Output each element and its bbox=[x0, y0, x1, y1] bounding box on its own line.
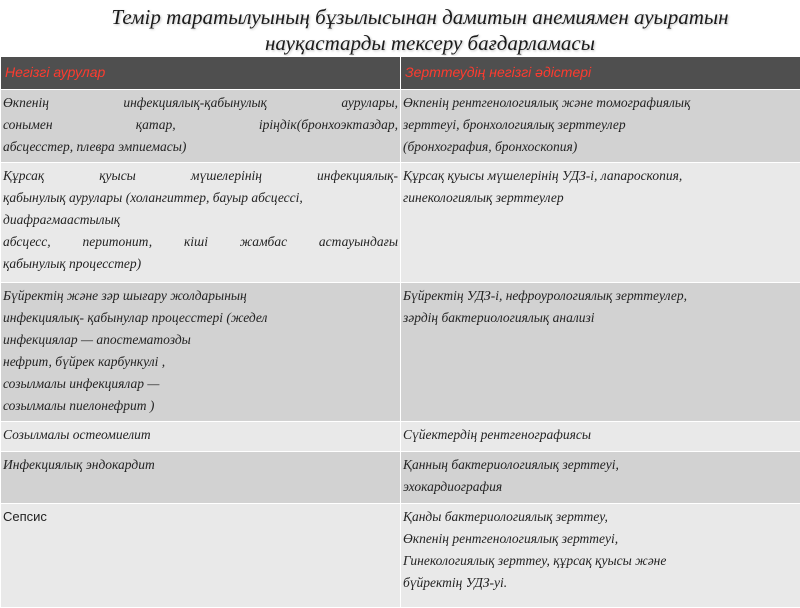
table-header-row bbox=[1, 57, 800, 90]
cell-line: Инфекциялық эндокардит bbox=[3, 454, 398, 476]
cell-line: гинекологиялық зерттеулер bbox=[403, 187, 798, 209]
disease-cell bbox=[1, 504, 401, 608]
cell-line: Қанды бактериологиялық зерттеу, bbox=[403, 506, 798, 528]
cell-line: диафрагмаастылық bbox=[3, 209, 398, 231]
cell-line: инфекциялар — апостематозды bbox=[3, 329, 398, 351]
cell-line: Гинекологиялық зерттеу, құрсақ қуысы және bbox=[403, 550, 798, 572]
cell-line: Созылмалы остеомиелит bbox=[3, 424, 398, 446]
table-row bbox=[1, 422, 800, 452]
methods-cell bbox=[401, 90, 800, 163]
title-line-1: Темір таратылуының бұзылысынан дамитын анемиямен ауыратын bbox=[60, 4, 780, 30]
cell-line: абсцесстер, плевра эмпиемасы) bbox=[3, 136, 398, 158]
cell-line: нефрит, бүйрек карбункулі , bbox=[3, 351, 398, 373]
methods-cell bbox=[401, 504, 800, 608]
cell-line: Өкпенің инфекциялық-қабынулық аурулары, bbox=[3, 92, 398, 114]
cell-line: Сепсис bbox=[3, 506, 398, 528]
methods-cell bbox=[401, 422, 800, 452]
cell-line: бүйректің УДЗ-уі. bbox=[403, 572, 798, 594]
cell-line: қабынулық процесстер) bbox=[3, 253, 398, 275]
cell-line: сонымен қатар, іріңдік(бронхоэктаздар, bbox=[3, 114, 398, 136]
methods-cell bbox=[401, 163, 800, 283]
methods-cell bbox=[401, 283, 800, 422]
cell-line: Бүйректің УДЗ-і, нефроурологиялық зерттеулер, bbox=[403, 285, 798, 307]
title-line-2: науқастарды тексеру бағдарламасы bbox=[60, 30, 780, 56]
cell-line: Өкпенің рентгенологиялық зерттеуі, bbox=[403, 528, 798, 550]
cell-line: Қанның бактериологиялық зерттеуі, bbox=[403, 454, 798, 476]
disease-cell bbox=[1, 283, 401, 422]
cell-line: Сүйектердің рентгенографиясы bbox=[403, 424, 798, 446]
cell-line: созылмалы инфекциялар — bbox=[3, 373, 398, 395]
cell-line: абсцесс, перитонит, кіші жамбас астауындағы bbox=[3, 231, 398, 253]
methods-cell bbox=[401, 452, 800, 504]
cell-line: зәрдің бактериологиялық анализі bbox=[403, 307, 798, 329]
cell-line: зерттеуі, бронхологиялық зерттеулер bbox=[403, 114, 798, 136]
disease-cell bbox=[1, 452, 401, 504]
table-row bbox=[1, 163, 800, 283]
examination-table bbox=[0, 56, 800, 608]
cell-line: созылмалы пиелонефрит ) bbox=[3, 395, 398, 417]
table-row bbox=[1, 90, 800, 163]
page-title bbox=[60, 4, 780, 56]
table-row bbox=[1, 452, 800, 504]
table-row bbox=[1, 283, 800, 422]
cell-line: (бронхография, бронхоскопия) bbox=[403, 136, 798, 158]
cell-line: Бүйректің және зәр шығару жолдарының bbox=[3, 285, 398, 307]
disease-cell bbox=[1, 163, 401, 283]
disease-cell bbox=[1, 90, 401, 163]
cell-line: Өкпенің рентгенологиялық және томографиялық bbox=[403, 92, 798, 114]
cell-line: инфекциялық- қабынулар процесстері (жедел bbox=[3, 307, 398, 329]
cell-line: эхокардиография bbox=[403, 476, 798, 498]
cell-line: қабынулық аурулары (холангиттер, бауыр абсцессі, bbox=[3, 187, 398, 209]
table-row bbox=[1, 504, 800, 608]
header-methods: Зерттеудің негізгі әдістері bbox=[401, 57, 800, 90]
header-diseases: Негізгі аурулар bbox=[1, 57, 401, 90]
disease-cell bbox=[1, 422, 401, 452]
cell-line: Құрсақ қуысы мүшелерінің УДЗ-і, лапароскопия, bbox=[403, 165, 798, 187]
cell-line: Құрсақ қуысы мүшелерінің инфекциялық- bbox=[3, 165, 398, 187]
